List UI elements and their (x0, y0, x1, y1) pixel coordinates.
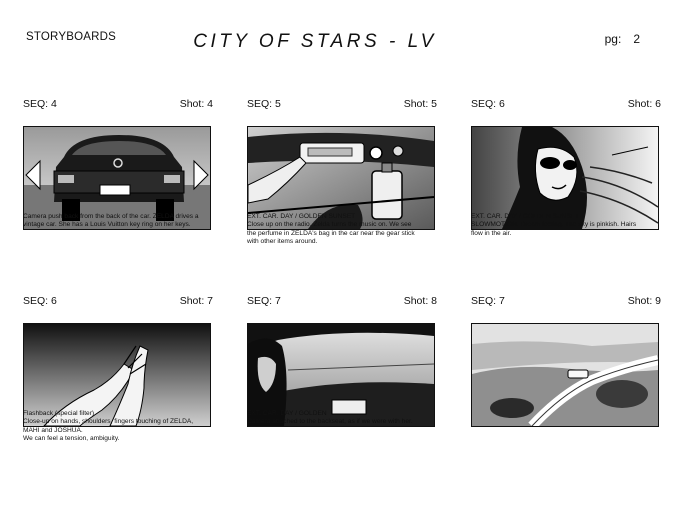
shot-label: Shot: 5 (403, 98, 437, 110)
storyboard-panel (247, 295, 437, 426)
caption-line: EXT. CAR. DAY / GOLDEN (247, 410, 327, 417)
panel-caption (23, 213, 215, 230)
shot-label: Shot: 4 (179, 98, 213, 110)
panel-caption (23, 410, 215, 443)
document-label: STORYBOARDS (26, 31, 116, 43)
caption-line: Close up on the radio. Zelda turns the music on. We see (247, 221, 412, 229)
seq-label: SEQ: 7 (471, 295, 505, 307)
storyboard-panel (471, 98, 661, 237)
seq-label: SEQ: 5 (247, 98, 281, 110)
caption-line: MAHI and JOSHUA. (23, 426, 83, 434)
caption-line: with other items around. (247, 237, 318, 245)
storyboard-panel (471, 295, 661, 311)
caption-line: Close-up on hands, shoulders, fingers touching of ZELDA, (23, 418, 194, 426)
panel-caption (247, 410, 439, 427)
caption-line: vintage car. She has a Louis Vuitton key ring on her keys. (23, 221, 191, 229)
caption-line: flow in the air. (471, 229, 512, 237)
panel-header (247, 295, 437, 311)
seq-label: SEQ: 6 (23, 295, 57, 307)
seq-label: SEQ: 7 (247, 295, 281, 307)
shot-label: Shot: 9 (627, 295, 661, 307)
storyboard-panel (23, 295, 213, 442)
caption-line: Camera push back from the back of the car. ZELDA drives a (23, 213, 199, 220)
page-indicator (605, 32, 640, 46)
panel-header (471, 98, 661, 114)
caption-line: EXT. CAR. DAY / GOLDEN SUNSET (471, 213, 580, 220)
page-number: 2 (633, 32, 640, 46)
page-label: pg: (604, 32, 622, 46)
coastal-road-sketch (472, 324, 658, 426)
storyboard-panel (23, 98, 213, 229)
panel-header (23, 98, 213, 114)
seq-label: SEQ: 4 (23, 98, 57, 110)
panel-header (23, 295, 213, 311)
caption-line: EXT. CAR. DAY / GOLDEN SUNSET (247, 213, 356, 220)
caption-line: Camera attached to the backseat, as if we were with her. (247, 418, 413, 426)
shot-label: Shot: 6 (627, 98, 661, 110)
storyboard-panel (247, 98, 437, 245)
panel-header (471, 295, 661, 311)
caption-line: SLOWMOTION. Dream feeling. The sky is pinkish. Hairs (471, 221, 637, 229)
caption-line: We can feel a tension, ambiguity. (23, 434, 120, 442)
panel-caption (247, 213, 439, 246)
caption-line: the perfume in ZELDA's bag in the car near the gear stick (247, 229, 415, 237)
shot-label: Shot: 8 (403, 295, 437, 307)
sketch-frame (471, 323, 659, 427)
shot-label: Shot: 7 (179, 295, 213, 307)
document-title: CITY OF STARS - LV (193, 31, 437, 52)
caption-line: Flashback (special filter) (23, 410, 95, 417)
seq-label: SEQ: 6 (471, 98, 505, 110)
panel-caption (471, 213, 663, 238)
panel-header (247, 98, 437, 114)
